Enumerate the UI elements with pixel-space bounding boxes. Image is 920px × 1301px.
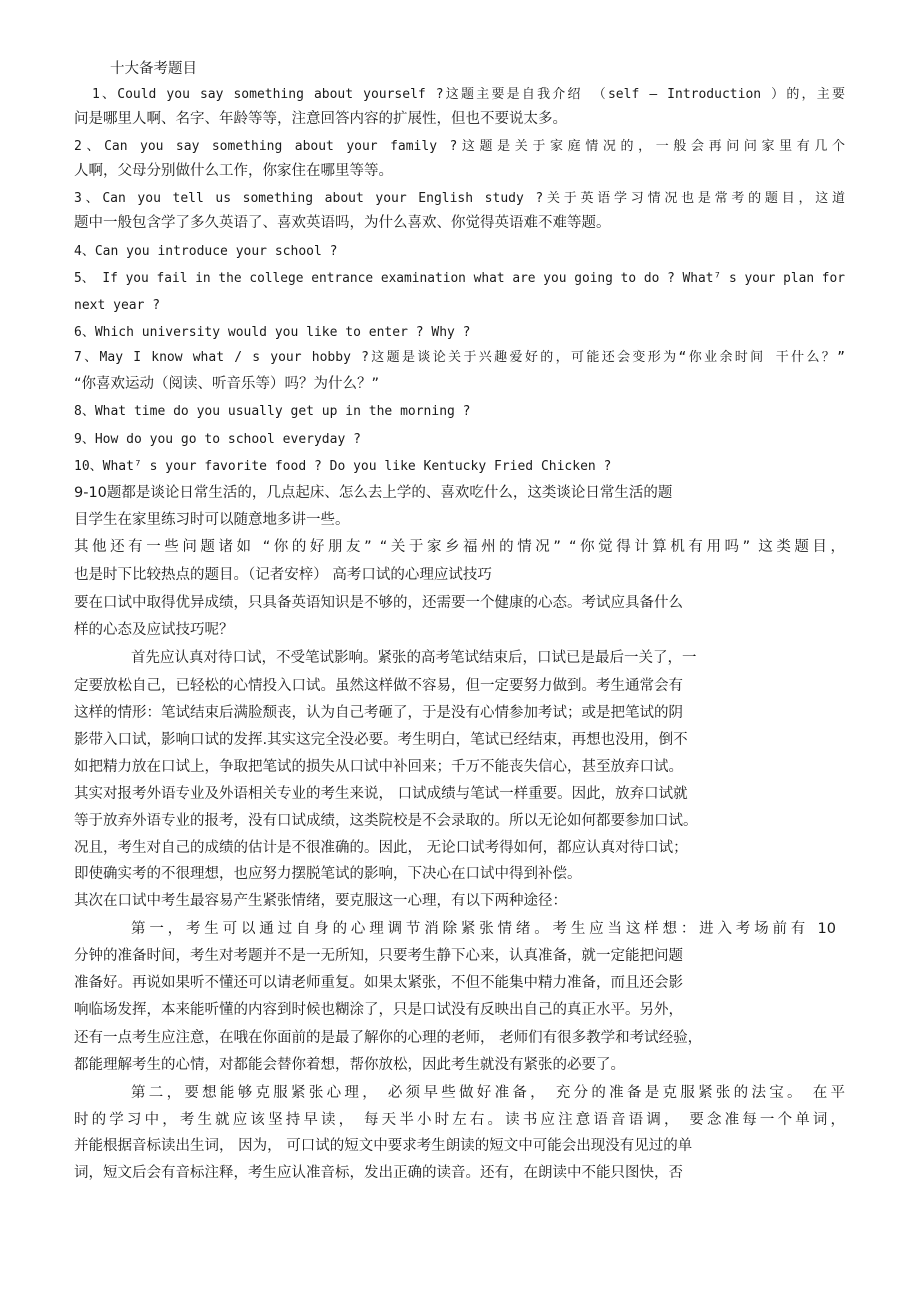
para1-line-1: 首先应认真对待口试，不受笔试影响。紧张的高考笔试结束后，口试已是最后一关了，一 xyxy=(131,650,697,666)
para1-line-4: 影带入口试，影响口试的发挥.其实这完全没必要。考生明白，笔试已经结束，再想也没用，倒不 xyxy=(74,732,688,748)
para3-line-3: 准备好。再说如果听不懂还可以请老师重复。如果太紧张，不但不能集中精力准备，而且还会影 xyxy=(74,975,683,991)
note-line-2: 目学生在家里练习时可以随意地多讲一些。 xyxy=(74,512,350,528)
q10-line-1: 10、What⁷ s your favorite food ? Do you like Kentucky Fried Chicken ? xyxy=(74,459,612,474)
q4-line-1: 4、Can you introduce your school ? xyxy=(74,244,338,259)
q3-line-2: 题中一般包含学了多久英语了、喜欢英语吗，为什么喜欢、你觉得英语难不难等题。 xyxy=(74,215,611,231)
para4-line-2: 时的学习中，考生就应该坚持早读， 每天半小时左右。读书应注意语音语调， 要念准每一个单词， xyxy=(74,1112,845,1128)
para3-line-6: 都能理解考生的心情，对都能会替你着想，帮你放松，因此考生就没有紧张的必要了。 xyxy=(74,1057,625,1073)
para4-line-4: 词，短文后会有音标注释，考生应认准音标，发出正确的读音。还有，在朗读中不能只图快，否 xyxy=(74,1165,683,1181)
q7-line-2: “你喜欢运动（阅读、听音乐等）吗？为什么？” xyxy=(74,376,380,392)
para2-intro: 其次在口试中考生最容易产生紧张情绪，要克服这一心理，有以下两种途径： xyxy=(74,893,567,909)
para4-line-1: 第二，要想能够克服紧张心理， 必须早些做好准备， 充分的准备是克服紧张的法宝。 在平 xyxy=(131,1085,845,1101)
para1-line-3: 这样的情形：笔试结束后满脸颓丧，认为自己考砸了，于是没有心情参加考试；或是把笔试的阴 xyxy=(74,705,683,721)
q5-line-1: 5、 If you fail in the college entrance examination what are you going to do ? What⁷ s your plan for xyxy=(74,271,845,286)
other-line-3: 要在口试中取得优异成绩，只具备英语知识是不够的，还需要一个健康的心态。考试应具备什么 xyxy=(74,595,683,611)
para1-line-5: 如把精力放在口试上，争取把笔试的损失从口试中补回来；千万不能丧失信心，甚至放弃口试。 xyxy=(74,759,683,775)
q8-line-1: 8、What time do you usually get up in the morning ? xyxy=(74,404,471,419)
q2-line-1: 2、Can you say something about your family ?这题是关于家庭情况的，一般会再问问家里有几个 xyxy=(74,139,845,154)
para4-line-3: 并能根据音标读出生词， 因为， 可口试的短文中要求考生朗读的短文中可能会出现没有见过的单 xyxy=(74,1138,693,1154)
q6-line-1: 6、Which university would you like to enter ? Why ? xyxy=(74,325,471,340)
page-title: 十大备考题目 xyxy=(110,61,197,77)
para1-line-2: 定要放松自己，已轻松的心情投入口试。虽然这样做不容易，但一定要努力做到。考生通常会有 xyxy=(74,678,683,694)
q3-line-1: 3、Can you tell us something about your English study ?关于英语学习情况也是常考的题目，这道 xyxy=(74,191,845,206)
note-line-1: 9-10题都是谈论日常生活的，几点起床、怎么去上学的、喜欢吃什么，这类谈论日常生活的题 xyxy=(74,485,673,501)
q2-line-2: 人啊，父母分别做什么工作，你家住在哪里等等。 xyxy=(74,163,393,179)
para3-line-4: 响临场发挥，本来能听懂的内容到时候也糊涂了，只是口试没有反映出自己的真正水平。另外， xyxy=(74,1002,683,1018)
para1-line-6: 其实对报考外语专业及外语相关专业的考生来说， 口试成绩与笔试一样重要。因此，放弃口试就 xyxy=(74,786,688,802)
para3-line-5: 还有一点考生应注意，在哦在你面前的是最了解你的心理的老师， 老师们有很多教学和考试经验， xyxy=(74,1030,703,1046)
para1-line-9: 即使确实考的不很理想，也应努力摆脱笔试的影响，下决心在口试中得到补偿。 xyxy=(74,866,582,882)
q7-line-1: 7、May I know what / s your hobby ?这题是谈论关于兴趣爱好的，可能还会变形为“你业余时间 干什么？” xyxy=(74,350,845,365)
other-line-4: 样的心态及应试技巧呢？ xyxy=(74,622,234,638)
other-line-2: 也是时下比较热点的题目。（记者安梓） 高考口试的心理应试技巧 xyxy=(74,567,492,583)
para3-line-1: 第一，考生可以通过自身的心理调节消除紧张情绪。考生应当这样想：进入考场前有 10 xyxy=(131,921,836,937)
q5-line-2: next year ? xyxy=(74,298,161,313)
para1-line-7: 等于放弃外语专业的报考，没有口试成绩，这类院校是不会录取的。所以无论如何都要参加口试。 xyxy=(74,813,698,829)
para1-line-8: 况且，考生对自己的成绩的估计是不很准确的。因此， 无论口试考得如何，都应认真对待口试； xyxy=(74,840,688,856)
other-line-1: 其他还有一些问题诸如 “你的好朋友” “关于家乡福州的情况” “你觉得计算机有用吗” 这类题目， xyxy=(74,539,845,555)
q1-line-1: 1、Could you say something about yourself ?这题主要是自我介绍 （self — Introduction ）的，主要 xyxy=(92,87,845,102)
q1-line-2: 问是哪里人啊、名字、年龄等等，注意回答内容的扩展性，但也不要说太多。 xyxy=(74,111,567,127)
para3-line-2: 分钟的准备时间，考生对考题并不是一无所知，只要考生静下心来，认真准备，就一定能把问题 xyxy=(74,948,683,964)
q9-line-1: 9、How do you go to school everyday ? xyxy=(74,432,361,447)
